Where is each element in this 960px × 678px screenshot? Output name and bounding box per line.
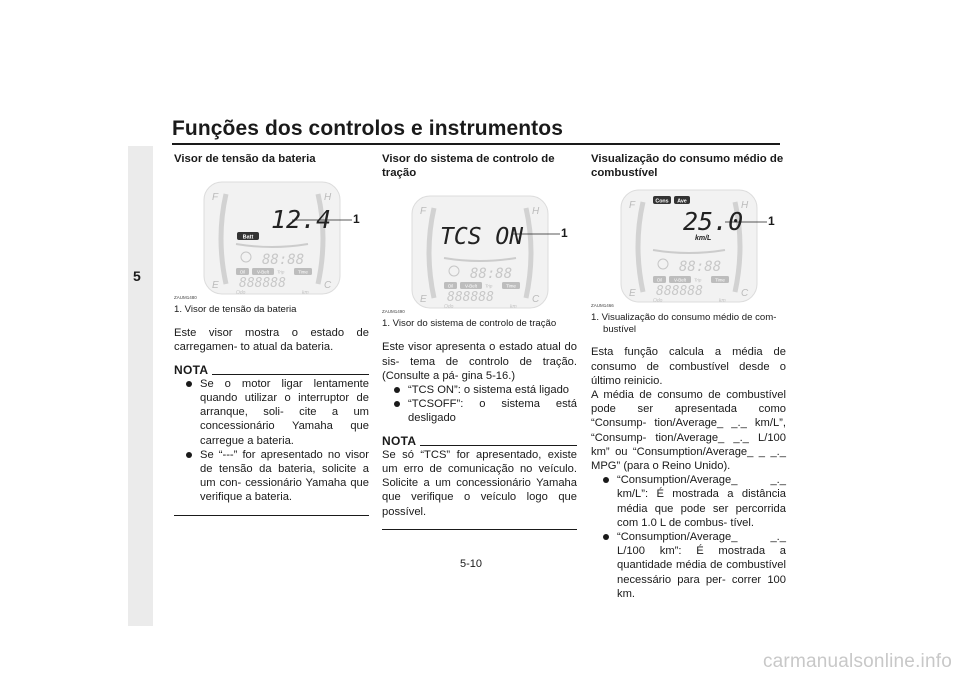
mode-time: Time	[298, 269, 308, 275]
dial-c: C	[532, 294, 540, 306]
list-item: “Consumption/Average_ _._ L/100 km”: É mostrada a quantidade média de combustível necessário para per- correr 100 km.	[591, 530, 786, 601]
clock-readout: 88:88	[262, 252, 305, 269]
dial-f: F	[212, 192, 219, 204]
nota-bullets	[174, 377, 369, 505]
nota-end-rule	[382, 529, 577, 530]
figure-caption: 1. Visor do sistema de controlo de tração	[382, 318, 557, 330]
odometer-readout: 888888	[239, 276, 286, 292]
list-item: Se o motor ligar lentamente quando utilizar o interruptor de arranque, soli- cite a um concessionário Yamaha que carregue a bateria.	[174, 377, 369, 448]
mode-vbelt: V-Belt	[464, 283, 478, 289]
km-label: km	[719, 298, 726, 305]
chapter-tab	[128, 146, 153, 626]
meter-illustration	[382, 192, 567, 312]
body-paragraph: A média de consumo de combustível pode ser apresentada como “Consump- tion/Average_ _._ km/L”, “Consump- tion/Average_ _._ L/100 km” ou “Consumption/Average_ _ _._ MPG” (para o Reino Unido).	[591, 389, 786, 473]
meter-illustration	[591, 186, 776, 306]
mode-trip: Trip	[277, 269, 285, 275]
dial-h: H	[324, 192, 332, 204]
meter-illustration	[174, 178, 359, 298]
figure-id: ZAUM1480	[174, 295, 197, 301]
figure-id: ZAUM1466	[591, 303, 614, 309]
km-label: km	[302, 290, 309, 297]
callout-1: 1	[353, 212, 360, 227]
list-item: “TCSOFF”: o sistema está desligado	[382, 397, 577, 425]
mode-oil: Oil	[447, 283, 454, 289]
dial-e: E	[212, 280, 219, 292]
battery-display-figure	[174, 178, 369, 301]
section-heading: Visor do sistema de controlo de tração	[382, 153, 555, 180]
mode-trip: Trip	[485, 283, 493, 289]
mode-oil: Oil	[239, 269, 246, 275]
list-item: Se “---” for apresentado no visor de tensão da bateria, solicite a um con- cessionário Yamaha que verifique a bateria.	[174, 448, 369, 505]
main-readout: 12.4	[271, 205, 332, 235]
batt-indicator: Batt	[242, 234, 254, 241]
column-fuel-consumption	[591, 152, 786, 601]
column-battery-voltage	[174, 152, 369, 516]
cons-indicator: Cons	[655, 198, 669, 205]
dial-c: C	[741, 288, 749, 300]
dial-h: H	[741, 200, 749, 212]
nota-header	[174, 363, 369, 377]
clock-readout: 88:88	[679, 259, 722, 276]
body-paragraph: Esta função calcula a média de consumo de combustível desde o último reinicio.	[591, 346, 786, 387]
body-paragraph: Este visor mostra o estado de carregamen- to atual da bateria.	[174, 327, 369, 354]
list-item: “Consumption/Average_ _._ km/L”: É mostrada a distância média que pode ser percorrida com 1.0 L de combus- tível.	[591, 473, 786, 530]
consumption-display-figure	[591, 186, 786, 309]
section-heading: Visualização do consumo médio de combustível	[591, 153, 784, 180]
odometer-readout: 888888	[656, 284, 703, 300]
odo-label: Odo	[653, 298, 663, 305]
clock-readout: 88:88	[470, 266, 513, 283]
mode-vbelt: V-Belt	[256, 269, 270, 275]
main-readout: TCS ON	[440, 224, 524, 251]
page-title: Funções dos controlos e instrumentos	[172, 117, 563, 140]
odometer-readout: 888888	[447, 290, 494, 306]
dial-f: F	[420, 206, 427, 218]
dial-f: F	[629, 200, 636, 212]
odo-label: Odo	[236, 290, 246, 297]
body-paragraph: Este visor apresenta o estado atual do sis- tema de controlo de tração. (Consulte a pá- gina 5-16.)	[382, 341, 577, 382]
nota-text: Se só “TCS” for apresentado, existe um erro de comunicação no veículo. Solicite a um concessionário Yamaha que verifique o veículo logo que possível.	[382, 448, 577, 518]
callout-1: 1	[561, 226, 568, 241]
figure-caption: 1. Visor de tensão da bateria	[174, 304, 297, 316]
tcs-display-figure	[382, 192, 577, 315]
figure-caption: 1. Visualização do consumo médio de com- bustível	[591, 312, 777, 336]
ave-indicator: Ave	[677, 198, 687, 205]
nota-label: NOTA	[382, 433, 417, 448]
unit-label: km/L	[695, 235, 712, 243]
nota-label: NOTA	[174, 362, 209, 377]
watermark: carmanualsonline.info	[762, 651, 952, 672]
unit-bullets	[591, 473, 786, 601]
mode-trip: Trip	[694, 277, 702, 283]
chapter-number: 5	[133, 268, 141, 284]
title-rule	[172, 143, 780, 145]
odo-label: Odo	[444, 304, 454, 311]
nota-end-rule	[174, 515, 369, 516]
mode-vbelt: V-Belt	[673, 277, 687, 283]
dial-c: C	[324, 280, 332, 292]
main-readout: 25.0	[683, 207, 744, 237]
column-traction-control	[382, 152, 577, 530]
status-bullets	[382, 383, 577, 426]
nota-header	[382, 434, 577, 448]
mode-oil: Oil	[656, 277, 663, 283]
mode-time: Time	[715, 277, 725, 283]
mode-time: Time	[506, 283, 516, 289]
callout-1: 1	[768, 214, 775, 229]
figure-id: ZAUM1490	[382, 309, 405, 315]
km-label: km	[510, 304, 517, 311]
section-heading: Visor de tensão da bateria	[174, 153, 316, 165]
list-item: “TCS ON”: o sistema está ligado	[382, 383, 577, 397]
dial-e: E	[420, 294, 427, 306]
page-number: 5-10	[460, 558, 483, 570]
dial-h: H	[532, 206, 540, 218]
dial-e: E	[629, 288, 636, 300]
